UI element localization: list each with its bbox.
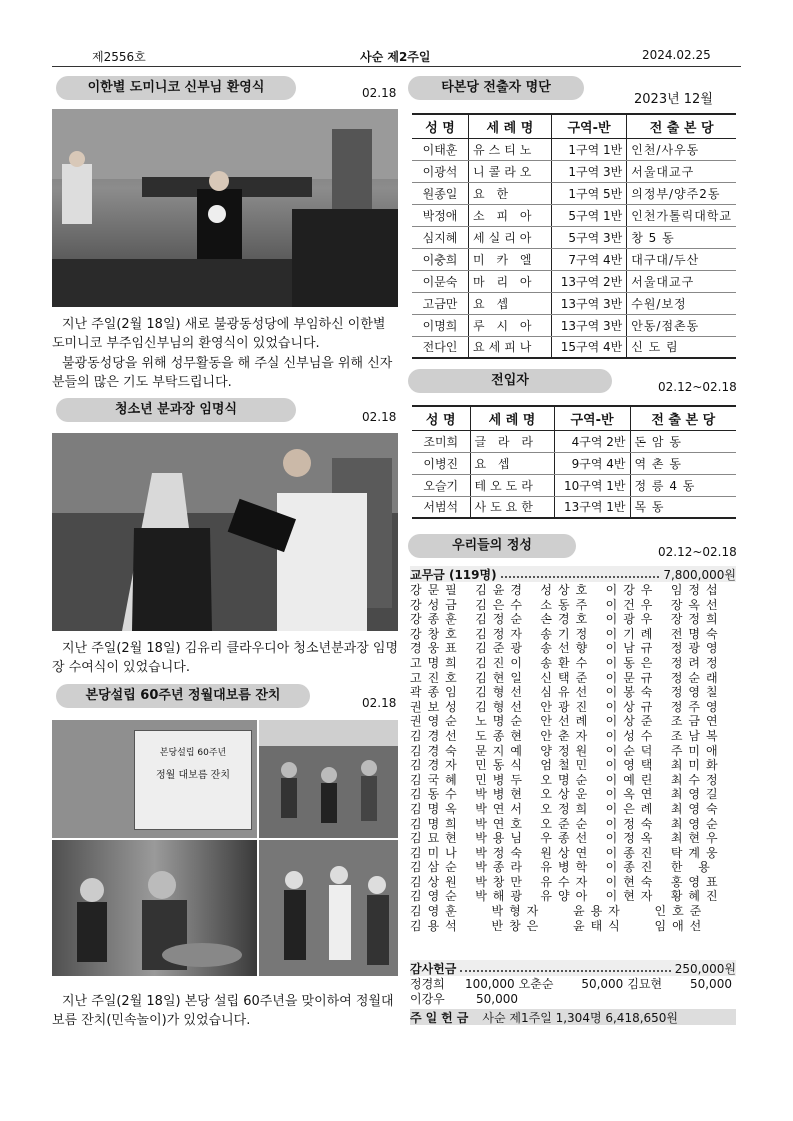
cell-name: 이충희 — [412, 248, 469, 270]
donor-name: 박연서 — [475, 801, 528, 816]
donor-name: 이남규 — [605, 641, 659, 656]
cell-parish: 대구대/두산 — [627, 248, 736, 270]
thanks-donor-name: 오춘순 — [518, 977, 554, 991]
school-fee-label: 교무금 (119명) — [410, 567, 497, 582]
donor-name: 권영순 — [410, 714, 463, 729]
sunday-offering-row — [410, 1009, 736, 1025]
festival-text: 지난 주일(2월 18일) 본당 설립 60주년을 맞이하여 정월대보름 잔치(민속놀이)가 있었습니다. — [52, 994, 394, 1028]
cell-name: 이태훈 — [412, 138, 469, 160]
col-district: 구역-반 — [551, 114, 626, 138]
cell-name: 원종일 — [412, 182, 469, 204]
donor-row — [410, 598, 736, 613]
youth-photo-illustration — [52, 433, 398, 631]
cell-baptismal: 요 셉 — [469, 292, 552, 314]
donor-row — [410, 875, 736, 890]
donor-name: 최영길 — [670, 787, 724, 802]
transfer-out-period: 2023년 12월 — [634, 92, 713, 107]
transfer-out-title: 타본당 전출자 명단 — [408, 76, 584, 100]
donor-row — [410, 846, 736, 861]
donor-row — [410, 802, 736, 817]
thanks-donor-name: 이강우 — [410, 992, 445, 1006]
donor-row — [410, 612, 736, 627]
donor-name: 곽종임 — [410, 685, 463, 700]
donor-name: 김경숙 — [410, 743, 463, 758]
donor-name: 장옥선 — [670, 597, 724, 612]
donor-name: 성상호 — [540, 583, 594, 597]
cell-parish: 안동/점촌동 — [627, 314, 736, 336]
donor-name: 문지예 — [475, 743, 528, 758]
cell-name: 오슬기 — [412, 474, 470, 496]
thanks-donor-name: 김묘현 — [627, 977, 663, 991]
donor-name: 정주영 — [670, 699, 724, 714]
cell-name: 전다인 — [412, 336, 469, 358]
school-fee-row — [410, 566, 736, 582]
cell-baptismal: 요 셉 — [470, 452, 554, 474]
donor-name: 김미나 — [410, 845, 463, 860]
thanks-row — [410, 960, 736, 976]
donor-name: 유병학 — [540, 860, 594, 875]
festival-game-illustration — [259, 840, 398, 976]
donor-row — [410, 889, 736, 904]
donor-name: 안선례 — [540, 714, 594, 729]
table-row — [412, 314, 736, 336]
donor-name: 김국혜 — [410, 772, 463, 787]
donor-row — [410, 671, 736, 686]
cell-baptismal: 마 리 아 — [469, 270, 552, 292]
cell-name: 이병진 — [412, 452, 470, 474]
donor-name: 김형선 — [475, 685, 528, 700]
donor-name: 김진이 — [475, 655, 528, 670]
thanks-label: 감사헌금 — [410, 961, 457, 976]
donor-row — [410, 641, 736, 656]
donor-name: 홍영표 — [670, 874, 724, 889]
table-row — [412, 496, 736, 518]
transfer-in-period: 02.12~02.18 — [658, 380, 737, 394]
donor-name: 박병현 — [475, 787, 528, 802]
thanks-donor-amount: 100,000 — [465, 977, 515, 991]
cell-parish: 인천가톨릭대학교 — [627, 204, 736, 226]
welcome-title: 이한별 도미니코 신부님 환영식 — [56, 76, 296, 100]
festival-banner — [134, 730, 252, 830]
donor-name: 김정자 — [475, 626, 528, 641]
cell-name: 이문숙 — [412, 270, 469, 292]
cell-baptismal: 테오도라 — [470, 474, 554, 496]
donor-name: 이종진 — [605, 860, 659, 875]
donor-name: 노명순 — [475, 714, 528, 729]
cell-district: 10구역 1반 — [554, 474, 630, 496]
donor-row — [410, 904, 736, 919]
thanks-list — [410, 977, 736, 1007]
cell-parish: 역 촌 동 — [630, 452, 736, 474]
donor-name: 이현자 — [605, 889, 659, 904]
donor-name: 탁계웅 — [670, 845, 724, 860]
donor-name-grid — [410, 583, 736, 933]
transfer-in-header-row — [412, 406, 736, 430]
table-row — [412, 452, 736, 474]
table-row — [412, 292, 736, 314]
festival-date: 02.18 — [362, 696, 397, 710]
cell-district: 13구역 3반 — [551, 292, 626, 314]
cell-district: 4구역 2반 — [554, 430, 630, 452]
transfer-out-table — [412, 113, 736, 359]
col-name: 성 명 — [412, 114, 469, 138]
donor-name: 박창만 — [475, 874, 528, 889]
cell-baptismal: 유스티노 — [469, 138, 552, 160]
donor-name: 김영순 — [410, 889, 463, 904]
donor-name: 우종선 — [540, 831, 594, 846]
table-row — [412, 430, 736, 452]
donor-name: 김은수 — [475, 597, 528, 612]
donor-row — [410, 656, 736, 671]
festival-title: 본당설립 60주년 정월대보름 잔치 — [56, 684, 310, 708]
welcome-date: 02.18 — [362, 86, 397, 100]
festival-crowd-illustration — [259, 720, 398, 838]
cell-parish: 수원/보정 — [627, 292, 736, 314]
school-fee-amount: 7,800,000원 — [663, 567, 736, 582]
donor-name: 조금연 — [670, 714, 724, 729]
donor-name: 신택준 — [540, 670, 594, 685]
donor-name: 김영훈 — [410, 904, 463, 919]
donor-name: 원상연 — [540, 845, 594, 860]
header-divider — [52, 66, 741, 67]
welcome-text-1: 지난 주일(2월 18일) 새로 불광동성당에 부임하신 이한별 도미니코 부주임신부님의 환영식이 있었습니다. — [52, 317, 386, 351]
donor-name: 오상운 — [540, 787, 594, 802]
cell-parish: 창 5 동 — [627, 226, 736, 248]
donor-name: 김삼순 — [410, 860, 463, 875]
table-row — [412, 226, 736, 248]
cell-baptismal: 미 카 엘 — [469, 248, 552, 270]
thanks-donor-amount: 50,000 — [581, 977, 624, 991]
cell-baptismal: 글 라 라 — [470, 430, 554, 452]
youth-date: 02.18 — [362, 410, 397, 424]
cell-district: 15구역 4반 — [551, 336, 626, 358]
donor-name: 박해광 — [475, 889, 528, 904]
donor-name: 장정희 — [670, 612, 724, 627]
cell-baptismal: 니콜라오 — [469, 160, 552, 182]
donor-name: 이동은 — [605, 655, 659, 670]
cell-parish: 서울대교구 — [627, 270, 736, 292]
donor-row — [410, 758, 736, 773]
donor-row — [410, 583, 736, 598]
festival-cooking-photo — [52, 840, 257, 976]
col-baptismal: 세 례 명 — [469, 114, 552, 138]
donor-row — [410, 919, 736, 934]
cell-district: 1구역 5반 — [551, 182, 626, 204]
festival-banner-line2: 정월 대보름 잔치 — [156, 770, 230, 781]
donor-name: 인호준 — [654, 904, 708, 919]
cell-name: 조미희 — [412, 430, 470, 452]
donor-name: 강종훈 — [410, 612, 463, 627]
donor-name: 정영칠 — [670, 685, 724, 700]
donor-name: 오준순 — [540, 816, 594, 831]
donor-name: 이상준 — [605, 714, 659, 729]
cell-district: 1구역 3반 — [551, 160, 626, 182]
donor-name: 임애선 — [654, 918, 708, 933]
donor-name: 박연호 — [475, 816, 528, 831]
donor-name: 반창은 — [491, 918, 545, 933]
donor-name: 이강우 — [605, 583, 659, 597]
cell-baptismal: 세실리아 — [469, 226, 552, 248]
donor-name: 이문규 — [605, 670, 659, 685]
donor-name: 한 용 — [670, 860, 716, 875]
table-row — [412, 204, 736, 226]
col-baptismal: 세 례 명 — [470, 406, 554, 430]
donor-name: 유양아 — [540, 889, 594, 904]
thanks-entry-row — [410, 977, 736, 992]
donor-name: 최미화 — [670, 758, 724, 773]
issue-date: 2024.02.25 — [642, 48, 711, 62]
festival-banner-photo — [52, 720, 257, 838]
donor-row — [410, 860, 736, 875]
donor-name: 주미애 — [670, 743, 724, 758]
donor-name: 김준광 — [475, 641, 528, 656]
donor-name: 강문필 — [410, 583, 463, 597]
cell-baptismal: 루 시 아 — [469, 314, 552, 336]
cell-district: 13구역 2반 — [551, 270, 626, 292]
donor-name: 김명옥 — [410, 801, 463, 816]
donor-name: 김형선 — [475, 699, 528, 714]
donations-title: 우리들의 정성 — [408, 534, 576, 558]
cell-name: 서범석 — [412, 496, 470, 518]
donor-row — [410, 817, 736, 832]
donor-name: 이영택 — [605, 758, 659, 773]
sunday-offering-detail: 사순 제1주일 1,304명 6,418,650원 — [482, 1010, 679, 1025]
cell-baptismal: 요세피나 — [469, 336, 552, 358]
welcome-text-2: 불광동성당을 위해 성무활동을 해 주실 신부님을 위해 신자분들의 많은 기도 부탁드립니다. — [52, 356, 393, 390]
donor-name: 고명희 — [410, 655, 463, 670]
donor-name: 송선향 — [540, 641, 594, 656]
donor-name: 경웅표 — [410, 641, 463, 656]
table-row — [412, 474, 736, 496]
donor-name: 정려정 — [670, 655, 724, 670]
donor-name: 윤태식 — [573, 918, 626, 933]
cell-parish: 돈 암 동 — [630, 430, 736, 452]
donor-name: 송환수 — [540, 655, 594, 670]
donor-name: 최수정 — [670, 772, 724, 787]
cell-district: 5구역 1반 — [551, 204, 626, 226]
donor-name: 정순래 — [670, 670, 724, 685]
col-parish: 전 출 본 당 — [627, 114, 736, 138]
donor-name: 이상규 — [605, 699, 659, 714]
donor-name: 전명숙 — [670, 626, 724, 641]
donor-name: 권보성 — [410, 699, 463, 714]
sunday-offering-label: 주일헌금 — [410, 1010, 473, 1025]
cell-baptismal: 사도요한 — [470, 496, 554, 518]
donor-name: 최영숙 — [670, 801, 724, 816]
thanks-donor-amount: 50,000 — [476, 992, 518, 1006]
donor-name: 이봉숙 — [605, 685, 659, 700]
cell-parish: 신 도 림 — [627, 336, 736, 358]
donor-row — [410, 831, 736, 846]
dot-leader — [460, 964, 670, 972]
donor-name: 김묘현 — [410, 831, 463, 846]
table-row — [412, 336, 736, 358]
donor-name: 이광우 — [605, 612, 659, 627]
youth-photo — [52, 433, 398, 631]
donor-name: 민병두 — [475, 772, 528, 787]
cell-district: 13구역 1반 — [554, 496, 630, 518]
donor-name: 김경선 — [410, 728, 463, 743]
donor-name: 이예린 — [605, 772, 659, 787]
donor-row — [410, 773, 736, 788]
donor-name: 도종현 — [475, 728, 528, 743]
cell-baptismal: 소 피 아 — [469, 204, 552, 226]
transfer-out-header-row — [412, 114, 736, 138]
donor-name: 민동식 — [475, 758, 528, 773]
donor-name: 손경호 — [540, 612, 594, 627]
donor-name: 이기례 — [605, 626, 659, 641]
cell-parish: 목 동 — [630, 496, 736, 518]
cell-name: 심지혜 — [412, 226, 469, 248]
thanks-donor-amount: 50,000 — [689, 977, 732, 991]
donor-row — [410, 729, 736, 744]
cell-district: 7구역 4반 — [551, 248, 626, 270]
liturgical-week: 사순 제2주일 — [360, 50, 431, 64]
donor-name: 김용석 — [410, 918, 463, 933]
donor-row — [410, 787, 736, 802]
donor-name: 김현일 — [475, 670, 528, 685]
donor-name: 이현숙 — [605, 874, 659, 889]
festival-photo-collage — [52, 720, 398, 976]
donor-name: 이순덕 — [605, 743, 659, 758]
thanks-donor-name: 정경희 — [410, 977, 445, 991]
donor-name: 이종진 — [605, 845, 659, 860]
donor-name: 심유선 — [540, 685, 594, 700]
col-district: 구역-반 — [554, 406, 630, 430]
donor-name: 유수자 — [540, 874, 594, 889]
cell-name: 고금만 — [412, 292, 469, 314]
donations-period: 02.12~02.18 — [658, 545, 737, 559]
welcome-photo-illustration — [52, 109, 398, 307]
donor-name: 김윤경 — [475, 583, 528, 597]
donor-name: 고진호 — [410, 670, 463, 685]
donor-name: 박정숙 — [475, 845, 528, 860]
cell-district: 9구역 4반 — [554, 452, 630, 474]
donor-name: 김동수 — [410, 787, 463, 802]
donor-name: 강창호 — [410, 626, 463, 641]
cell-parish: 정 릉 4 동 — [630, 474, 736, 496]
cell-name: 박정애 — [412, 204, 469, 226]
donor-name: 김명희 — [410, 816, 463, 831]
donor-name: 황혜진 — [670, 889, 724, 904]
donor-name: 이정옥 — [605, 831, 659, 846]
donor-name: 정광영 — [670, 641, 724, 656]
donor-name: 양정원 — [540, 743, 594, 758]
donor-row — [410, 627, 736, 642]
donor-name: 강성금 — [410, 597, 463, 612]
cell-name: 이광석 — [412, 160, 469, 182]
donor-name: 이성수 — [605, 728, 659, 743]
cell-district: 5구역 3반 — [551, 226, 626, 248]
cell-name: 이명희 — [412, 314, 469, 336]
donor-name: 최현우 — [670, 831, 724, 846]
donor-name: 김상원 — [410, 874, 463, 889]
col-name: 성 명 — [412, 406, 470, 430]
donor-name: 이건우 — [605, 597, 659, 612]
donor-name: 최영순 — [670, 816, 724, 831]
donor-name: 안광진 — [540, 699, 594, 714]
donor-row — [410, 744, 736, 759]
donor-name: 엄철민 — [540, 758, 594, 773]
donor-name: 박형자 — [491, 904, 545, 919]
youth-title: 청소년 분과장 임명식 — [56, 398, 296, 422]
donor-name: 소동주 — [540, 597, 594, 612]
donor-name: 임정섭 — [670, 583, 724, 597]
festival-crowd-photo — [259, 720, 398, 838]
donor-name: 박종라 — [475, 860, 528, 875]
table-row — [412, 270, 736, 292]
donor-name: 조남복 — [670, 728, 724, 743]
thanks-amount: 250,000원 — [674, 961, 736, 976]
donor-name: 오명순 — [540, 772, 594, 787]
youth-text: 지난 주일(2월 18일) 김유리 클라우디아 청소년분과장 임명장 수여식이 있었습니다. — [52, 641, 399, 675]
donor-name: 송기정 — [540, 626, 594, 641]
thanks-entry-row — [410, 992, 736, 1007]
donor-name: 안춘자 — [540, 728, 594, 743]
donor-row — [410, 700, 736, 715]
donor-name: 오정희 — [540, 801, 594, 816]
festival-game-photo — [259, 840, 398, 976]
col-parish: 전 출 본 당 — [630, 406, 736, 430]
donor-name: 김경자 — [410, 758, 463, 773]
table-row — [412, 182, 736, 204]
welcome-photo — [52, 109, 398, 307]
cell-district: 1구역 1반 — [551, 138, 626, 160]
festival-banner-line1: 본당설립 60주년 — [159, 748, 227, 758]
table-row — [412, 138, 736, 160]
cell-parish: 의정부/양주2동 — [627, 182, 736, 204]
donor-name: 박용님 — [475, 831, 528, 846]
donor-name: 이은례 — [605, 801, 659, 816]
cell-baptismal: 요 한 — [469, 182, 552, 204]
festival-cooking-illustration — [52, 840, 257, 976]
transfer-in-table — [412, 405, 736, 519]
issue-number: 제2556호 — [92, 50, 146, 64]
donor-name: 김정순 — [475, 612, 528, 627]
transfer-in-title: 전입자 — [408, 369, 612, 393]
cell-district: 13구역 3반 — [551, 314, 626, 336]
dot-leader — [501, 570, 660, 578]
table-row — [412, 160, 736, 182]
donor-row — [410, 685, 736, 700]
donor-name: 이옥연 — [605, 787, 659, 802]
cell-parish: 인천/사우동 — [627, 138, 736, 160]
table-row — [412, 248, 736, 270]
cell-parish: 서울대교구 — [627, 160, 736, 182]
donor-row — [410, 714, 736, 729]
donor-name: 이정숙 — [605, 816, 659, 831]
donor-name: 윤용자 — [573, 904, 626, 919]
